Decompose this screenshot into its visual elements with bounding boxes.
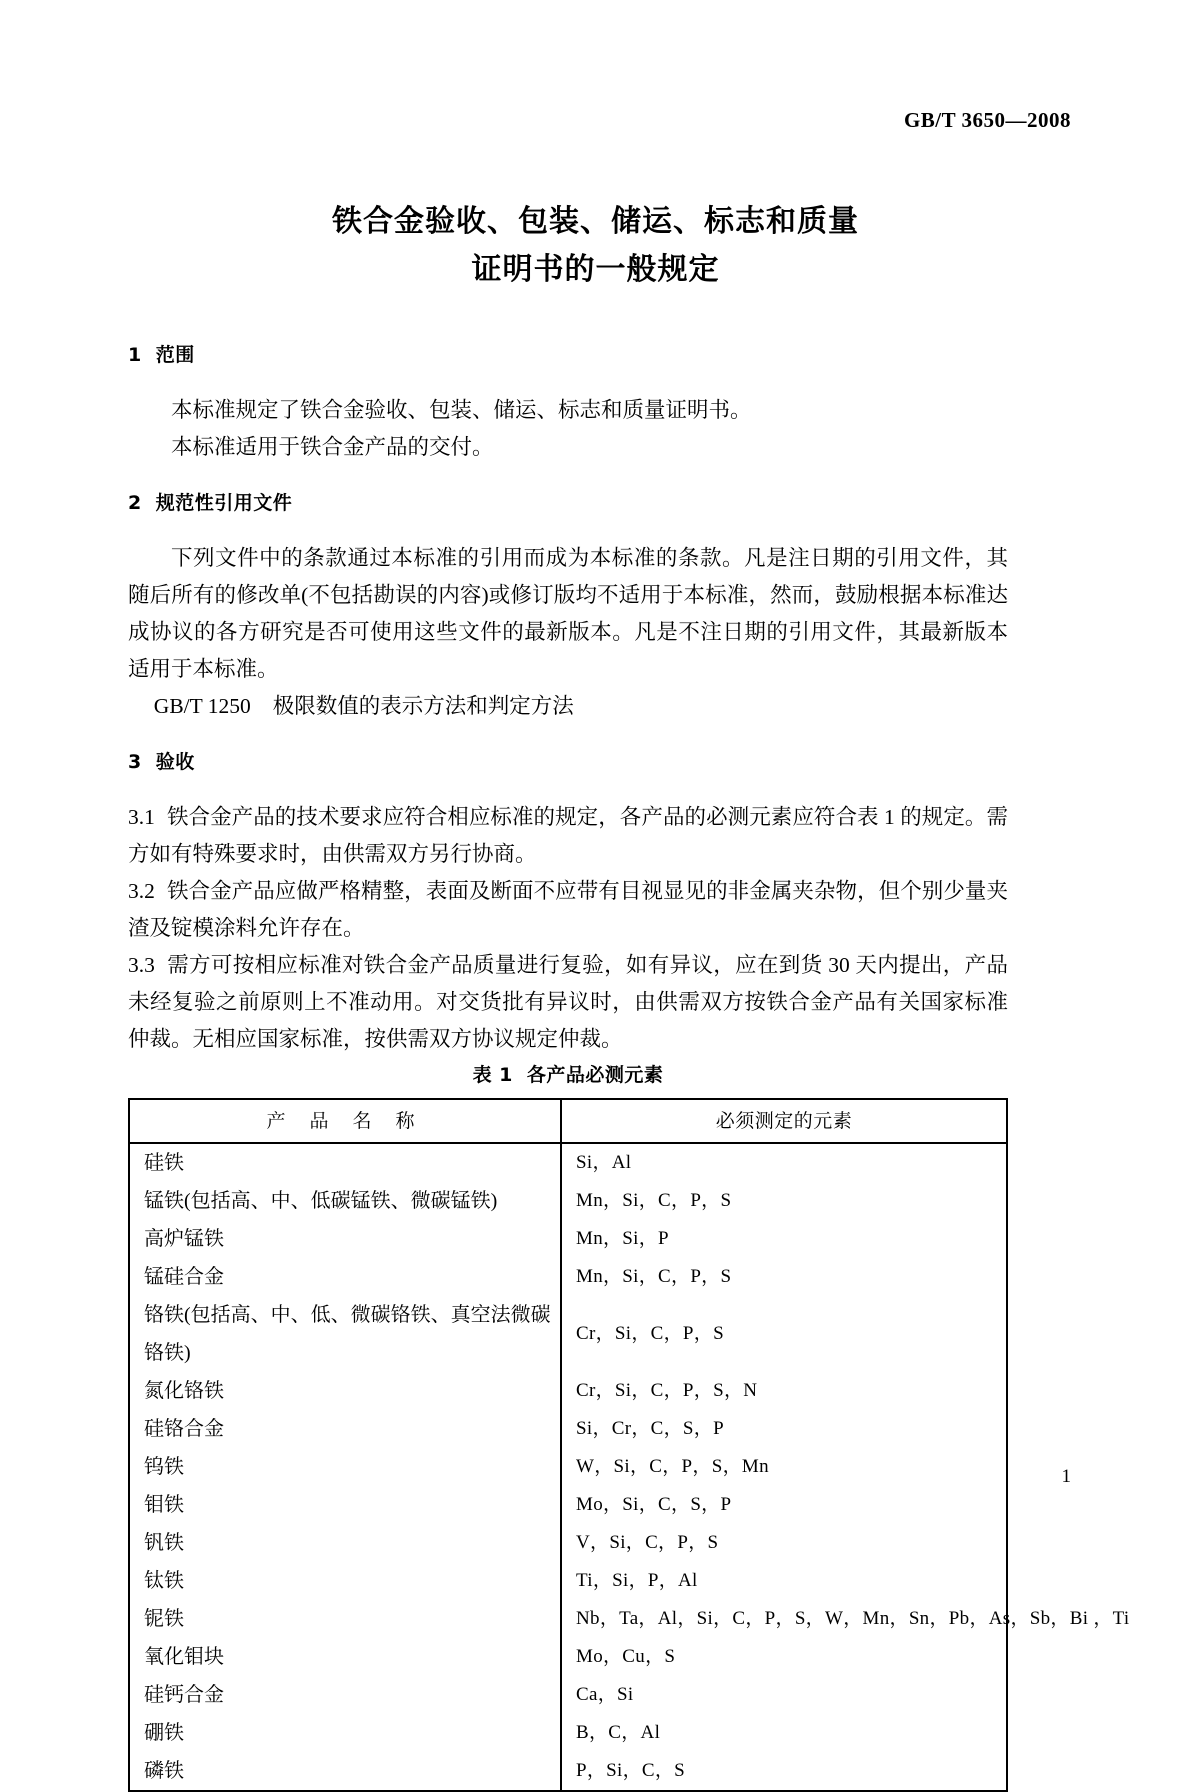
cell-required-elements: Cr，Si，C，P，S (576, 1323, 724, 1344)
cell-product-name: 硅铬合金 (129, 1410, 561, 1448)
table-row (129, 1296, 1007, 1372)
section-number-3: 3 (128, 751, 142, 773)
table-head (129, 1099, 1007, 1143)
clause-text-3-3: 需方可按相应标准对铁合金产品质量进行复验，如有异议，应在到货 30 天内提出，产品未经复验之前原则上不准动用。对交货批有异议时，由供需双方按铁合金产品有关国家标准仲裁。无相应国家标准，按供需双方协议规定仲裁。 (128, 953, 1008, 1051)
cell-required-elements: P，Si，C，S (576, 1760, 686, 1781)
cell-product-name: 钨铁 (129, 1448, 561, 1486)
table-caption (128, 1058, 1008, 1092)
table-header-required-elements-label: 必须测定的元素 (715, 1110, 853, 1132)
page-footer (120, 1466, 1071, 1488)
cell-product-name: 钒铁 (129, 1524, 561, 1562)
cell-required-elements: Ti，Si，P，Al (576, 1570, 698, 1591)
table-row (129, 1714, 1007, 1752)
clause-number-3-1: 3.1 (128, 805, 155, 829)
document-body (128, 340, 1130, 1792)
cell-product-name: 氧化钼块 (129, 1638, 561, 1676)
clause-3-1 (128, 799, 1008, 873)
table-row (129, 1258, 1007, 1296)
table-row (129, 1524, 1007, 1562)
cell-required-elements: Si，Cr，C，S，P (576, 1418, 724, 1439)
table-row (129, 1143, 1007, 1182)
cell-required-elements: Ca，Si (576, 1684, 634, 1705)
cell-product-name: 磷铁 (129, 1752, 561, 1791)
table-row (129, 1372, 1007, 1410)
cell-required-elements: Mn，Si，P (576, 1228, 669, 1249)
table-row (129, 1638, 1007, 1676)
required-elements-table (128, 1098, 1130, 1792)
cell-product-name: 硅铁 (129, 1143, 561, 1182)
table-row (129, 1600, 1007, 1638)
cell-product-name: 硼铁 (129, 1714, 561, 1752)
cell-required-elements: Mo，Si，C，S，P (576, 1494, 732, 1515)
standard-number: GB/T 3650—2008 (903, 108, 1071, 132)
page-header (120, 108, 1071, 138)
normative-reference-code: GB/T 1250 (153, 694, 251, 718)
table-caption-label: 表 1 (472, 1064, 513, 1086)
cell-product-name: 钼铁 (129, 1486, 561, 1524)
cell-required-elements: Mn，Si，C，P，S (576, 1266, 732, 1287)
document-title (120, 198, 1071, 294)
section-1-paragraph-2: 本标准适用于铁合金产品的交付。 (171, 435, 494, 459)
section-title-2: 规范性引用文件 (155, 492, 293, 514)
cell-product-name: 锰铁(包括高、中、低碳锰铁、微碳锰铁) (129, 1182, 561, 1220)
cell-required-elements: B，C，Al (576, 1722, 661, 1743)
clause-3-3 (128, 947, 1008, 1058)
table-row (129, 1486, 1007, 1524)
table-header-row (129, 1099, 1007, 1143)
section-1-paragraph-1: 本标准规定了铁合金验收、包装、储运、标志和质量证明书。 (171, 398, 752, 422)
page-number: 1 (1061, 1466, 1071, 1487)
table-row (129, 1562, 1007, 1600)
clause-text-3-2: 铁合金产品应做严格精整，表面及断面不应带有目视显见的非金属夹杂物，但个别少量夹渣及锭模涂料允许存在。 (128, 879, 1008, 940)
cell-product-name: 氮化铬铁 (129, 1372, 561, 1410)
clause-number-3-3: 3.3 (128, 953, 155, 977)
cell-required-elements: Si，Al (576, 1152, 632, 1173)
table-row (129, 1752, 1007, 1791)
section-number-2: 2 (128, 492, 142, 514)
cell-product-name: 铌铁 (129, 1600, 561, 1638)
section-heading-2 (128, 488, 1008, 518)
document-title-line-1: 铁合金验收、包装、储运、标志和质量 (332, 204, 859, 239)
section-2-paragraph-1: 下列文件中的条款通过本标准的引用而成为本标准的条款。凡是注日期的引用文件，其随后所有的修改单(不包括勘误的内容)或修订版均不适用于本标准，然而，鼓励根据本标准达成协议的各方研究是否可使用这些文件的最新版本。凡是不注日期的引用文件，其最新版本适用于本标准。 (128, 546, 1008, 681)
cell-required-elements: Mo，Cu，S (576, 1646, 676, 1667)
clause-3-2 (128, 873, 1008, 947)
cell-product-name: 锰硅合金 (129, 1258, 561, 1296)
table-row (129, 1220, 1007, 1258)
cell-required-elements: Mn，Si，C，P，S (576, 1190, 732, 1211)
cell-product-name: 硅钙合金 (129, 1676, 561, 1714)
section-title-1: 范围 (155, 344, 195, 366)
clause-text-3-1: 铁合金产品的技术要求应符合相应标准的规定，各产品的必测元素应符合表 1 的规定。需方如有特殊要求时，由供需双方另行协商。 (128, 805, 1008, 866)
cell-required-elements: Nb，Ta，Al，Si，C，P，S，W，Mn，Sn，Pb，As，Sb，Bi ，Ti (576, 1608, 1130, 1629)
normative-reference-entry (128, 688, 1008, 725)
table-row (129, 1410, 1007, 1448)
table-header-product-name (129, 1099, 561, 1143)
table-caption-text: 各产品必测元素 (526, 1064, 664, 1086)
section-heading-1 (128, 340, 1008, 370)
cell-product-name: 高炉锰铁 (129, 1220, 561, 1258)
section-heading-3 (128, 747, 1008, 777)
cell-product-name: 铬铁(包括高、中、低、微碳铬铁、真空法微碳铬铁) (129, 1296, 561, 1372)
clause-number-3-2: 3.2 (128, 879, 155, 903)
document-title-line-2: 证明书的一般规定 (471, 252, 720, 287)
section-number-1: 1 (128, 344, 142, 366)
section-title-3: 验收 (155, 751, 195, 773)
cell-product-name: 钛铁 (129, 1562, 561, 1600)
table-row (129, 1182, 1007, 1220)
cell-required-elements: Cr，Si，C，P，S，N (576, 1380, 758, 1401)
table-row (129, 1676, 1007, 1714)
cell-required-elements: W，Si，C，P，S，Mn (576, 1456, 769, 1477)
table-header-product-name-label: 产 品 名 称 (266, 1110, 424, 1132)
normative-reference-name: 极限数值的表示方法和判定方法 (272, 694, 574, 718)
table-header-required-elements (561, 1099, 1007, 1143)
cell-required-elements: V，Si，C，P，S (576, 1532, 719, 1553)
